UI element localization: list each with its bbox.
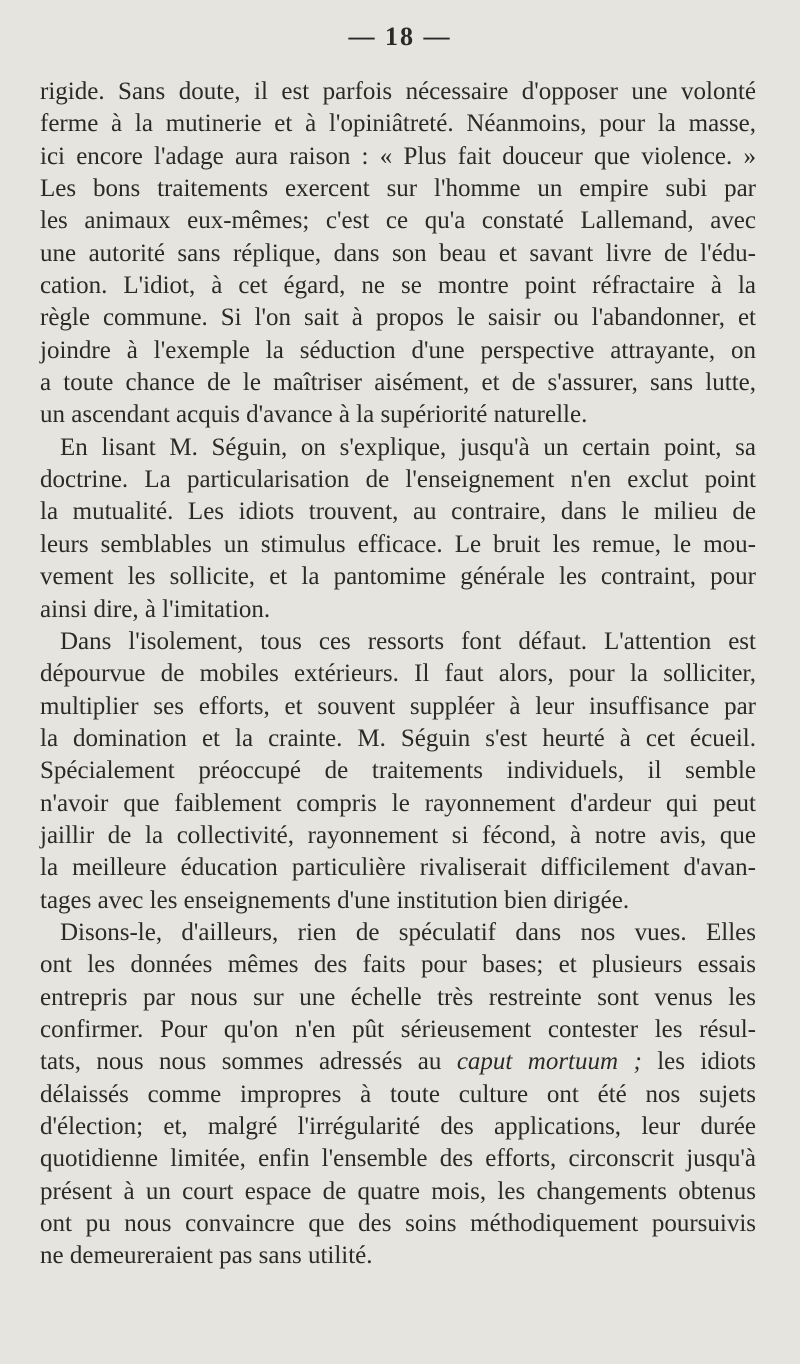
text-line: vement les sollicite, et la pantomime générale les contraint, pour bbox=[40, 563, 756, 591]
text-line: Spécialement préoccupé de traitements individuels, il semble bbox=[40, 757, 756, 785]
italic-phrase: caput mortuum ; bbox=[456, 1048, 642, 1076]
text-line: n'avoir que faiblement compris le rayonnement d'ardeur qui peut bbox=[40, 789, 756, 817]
paragraph-first-line: En lisant M. Séguin, on s'explique, jusqu'à un certain point, sa bbox=[60, 433, 756, 461]
text-line: présent à un court espace de quatre mois, les changements obtenus bbox=[40, 1177, 756, 1205]
text-line: ici encore l'adage aura raison : « Plus fait douceur que violence. » bbox=[40, 142, 756, 170]
text-line: quotidienne limitée, enfin l'ensemble des efforts, circonscrit jusqu'à bbox=[40, 1145, 756, 1173]
text-line: ont pu nous convaincre que des soins méthodiquement poursuivis bbox=[40, 1210, 756, 1238]
text-line: a toute chance de le maîtriser aisément, et de s'assurer, sans lutte, bbox=[40, 369, 756, 397]
text-line: d'élection; et, malgré l'irrégularité des applications, leur durée bbox=[40, 1113, 756, 1140]
text-line: cation. L'idiot, à cet égard, ne se montre point réfractaire à la bbox=[40, 272, 756, 300]
text-line: ferme à la mutinerie et à l'opiniâtreté. Néanmoins, pour la masse, bbox=[40, 110, 756, 138]
text-line: entrepris par nous sur une échelle très restreinte sont venus les bbox=[40, 983, 756, 1011]
text-line: leurs semblables un stimulus efficace. Le bruit les remue, le mou- bbox=[40, 530, 756, 558]
text-line: dépourvue de mobiles extérieurs. Il faut alors, pour la solliciter, bbox=[40, 660, 756, 688]
paragraph-end-line: tages avec les enseignements d'une institution bien dirigée. bbox=[40, 886, 630, 914]
text-line: multiplier ses efforts, et souvent suppléer à leur insuffisance par bbox=[40, 692, 756, 720]
text-line: les animaux eux-mêmes; c'est ce qu'a constaté Lallemand, avec bbox=[40, 207, 756, 235]
text-line: la meilleure éducation particulière rivaliserait difficilement d'avan- bbox=[40, 854, 756, 882]
text-line: la domination et la crainte. M. Séguin s'est heurté à cet écueil. bbox=[40, 724, 756, 752]
text-line: doctrine. La particularisation de l'enseignement n'en exclut point bbox=[40, 466, 756, 494]
text-line: ont les données mêmes des faits pour bases; et plusieurs essais bbox=[40, 951, 756, 979]
text-line: rigide. Sans doute, il est parfois nécessaire d'opposer une volonté bbox=[40, 78, 756, 105]
text-line: une autorité sans réplique, dans son beau et savant livre de l'édu- bbox=[40, 239, 756, 267]
text-line: délaissés comme impropres à toute culture ont été nos sujets bbox=[40, 1080, 756, 1108]
body-text bbox=[40, 76, 756, 1273]
paragraph-end-line: ainsi dire, à l'imitation. bbox=[40, 595, 271, 623]
text-line: confirmer. Pour qu'on n'en pût sérieusement contester les résul- bbox=[40, 1015, 756, 1043]
text-segment: tats, nous nous sommes adressés au bbox=[40, 1048, 442, 1076]
text-line: joindre à l'exemple la séduction d'une perspective attrayante, on bbox=[40, 336, 756, 364]
text-line: règle commune. Si l'on sait à propos le saisir ou l'abandonner, et bbox=[40, 304, 756, 332]
paragraph-first-line: Dans l'isolement, tous ces ressorts font défaut. L'attention est bbox=[60, 627, 756, 655]
paragraph-end-line: un ascendant acquis d'avance à la supériorité naturelle. bbox=[40, 401, 588, 429]
text-segment: les idiots bbox=[657, 1048, 756, 1076]
text-line: la mutualité. Les idiots trouvent, au contraire, dans le milieu de bbox=[40, 498, 756, 526]
paragraph-end-line: ne demeureraient pas sans utilité. bbox=[40, 1242, 373, 1270]
text-line-with-italic bbox=[40, 1046, 756, 1078]
paragraph-first-line: Disons-le, d'ailleurs, rien de spéculatif dans nos vues. Elles bbox=[60, 918, 756, 946]
text-line: Les bons traitements exercent sur l'homme un empire subi par bbox=[40, 175, 756, 203]
text-line: jaillir de la collectivité, rayonnement si fécond, à notre avis, que bbox=[40, 821, 756, 849]
page-number: — 18 — bbox=[348, 22, 452, 51]
